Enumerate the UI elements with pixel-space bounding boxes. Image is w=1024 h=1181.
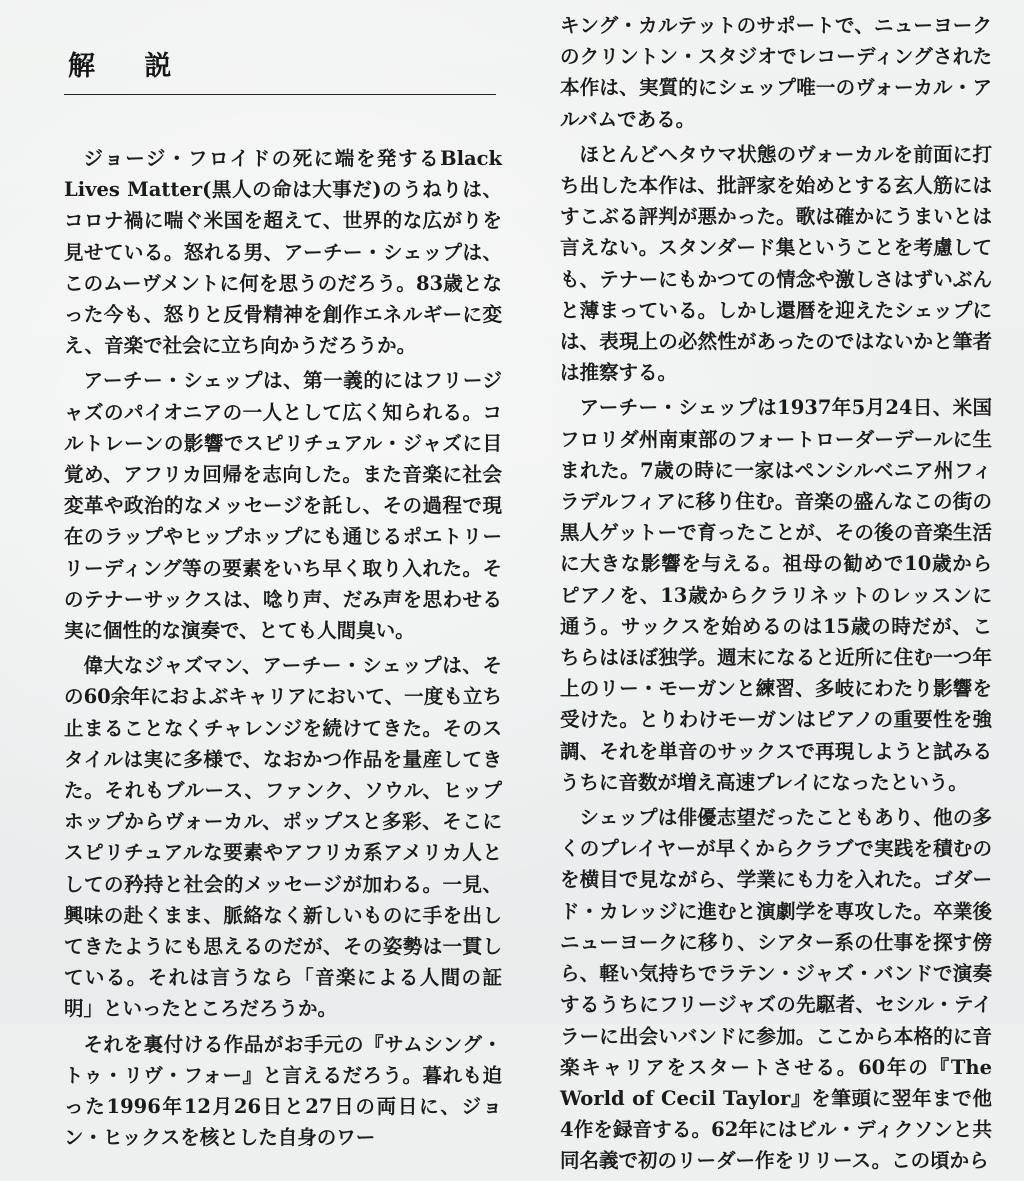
paragraph: アーチー・シェップは、第一義的にはフリージャズのパイオニアの一人として広く知られる。コルトレーンの影響でスピリチュアル・ジャズに目覚め、アフリカ回帰を志向した。また音楽に社会変革や政治的なメッセージを託し、その過程で現在のラップやヒップホップにも通じるポエトリーリーディング等の要素をいち早く取り入れた。そのテナーサックスは、唸り声、だみ声を思わせる実に個性的な演奏で、とても人間臭い。 <box>64 369 502 643</box>
page-title: 解 説 <box>68 51 192 82</box>
paragraph: ほとんどヘタウマ状態のヴォーカルを前面に打ち出した本作は、批評家を始めとする玄人筋にはすこぶる評判が悪かった。歌は確かにうまいとは言えない。スタンダード集ということを考慮しても、テナーにもかつての情念や激しさはずいぶんと薄まっている。しかし還暦を迎えたシェップには、表現上の必然性があったのではないかと筆者は推察する。 <box>560 142 992 385</box>
title-underline <box>64 94 496 95</box>
paragraph-continuation: キング・カルテットのサポートで、ニューヨークのクリントン・スタジオでレコーディングされた本作は、実質的にシェップ唯一のヴォーカル・アルバムである。 <box>560 14 992 131</box>
paragraph: 偉大なジャズマン、アーチー・シェップは、その60余年におよぶキャリアにおいて、一度も立ち止まることなくチャレンジを続けてきた。そのスタイルは実に多様で、なおかつ作品を量産してきた。それもブルース、ファンク、ソウル、ヒップホップからヴォーカル、ポップスと多彩、そこにスピリチュアルな要素やアフリカ系アメリカ人としての矜持と社会的メッセージが加わる。一見、興味の赴くまま、脈絡なく新しいものに手を出してきたようにも思えるのだが、その姿勢は一貫している。それは言うなら「音楽による人間の証明」といったところだろうか。 <box>64 654 502 1021</box>
right-text-column <box>560 10 992 1181</box>
paragraph: それを裏付ける作品がお手元の『サムシング・トゥ・リヴ・フォー』と言えるだろう。暮れも迫った1996年12月26日と27日の両日に、ジョン・ヒックスを核とした自身のワー <box>64 1032 502 1150</box>
paragraph: ジョージ・フロイドの死に端を発するBlack Lives Matter(黒人の命は大事だ)のうねりは、コロナ禍に喘ぐ米国を超えて、世界的な広がりを見せている。怒れる男、アーチー・シェップは、このムーヴメントに何を思うのだろう。83歳となった今も、怒りと反骨精神を創作エネルギーに変え、音楽で社会に立ち向かうだろうか。 <box>64 147 502 358</box>
paragraph: シェップは俳優志望だったこともあり、他の多くのプレイヤーが早くからクラブで実践を積むのを横目で見ながら、学業にも力を入れた。ゴダード・カレッジに進むと演劇学を専攻した。卒業後ニューヨークに移り、シアター系の仕事を探す傍ら、軽い気持ちでラテン・ジャズ・バンドで演奏するうちにフリージャズの先駆者、セシル・テイラーに出会いバンドに参加。ここから本格的に音楽キャリアをスタートさせる。60年の『The World of Cecil Taylor』を筆頭に翌年まで他4作を録音する。62年にはビル・ディクソンと共同名義で初のリーダー作をリリース。この頃から <box>560 806 992 1173</box>
left-text-column <box>64 143 502 1158</box>
paragraph: アーチー・シェップは1937年5月24日、米国フロリダ州南東部のフォートローダーデールに生まれた。7歳の時に一家はペンシルベニア州フィラデルフィアに移り住む。音楽の盛んなこの街の黒人ゲットーで育ったことが、その後の音楽生活に大きな影響を与える。祖母の勧めで10歳からピアノを、13歳からクラリネットのレッスンに通う。サックスを始めるのは15歳の時だが、こちらはほぼ独学。週末になると近所に住む一つ年上のリー・モーガンと練習、多岐にわたり影響を受けた。とりわけモーガンはピアノの重要性を強調、それを単音のサックスで再現しようと試みるうちに音数が増え高速プレイになったという。 <box>560 396 992 794</box>
